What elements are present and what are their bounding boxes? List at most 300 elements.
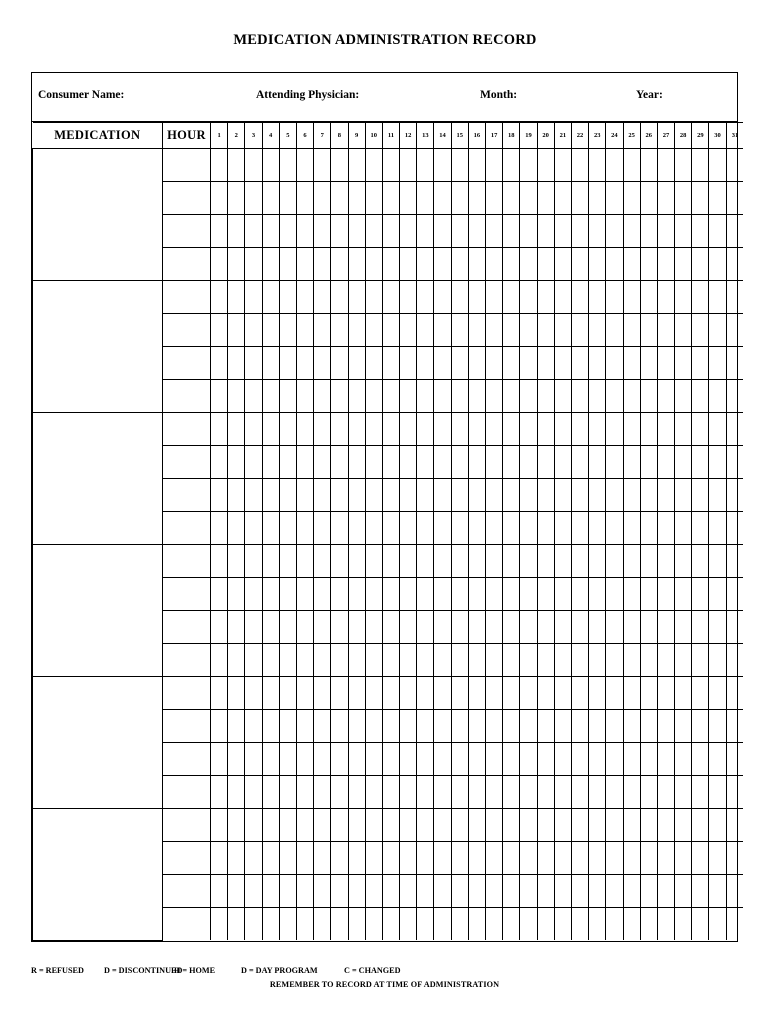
day-cell[interactable]: [382, 908, 399, 941]
day-cell[interactable]: [228, 182, 245, 215]
day-cell[interactable]: [640, 347, 657, 380]
day-cell[interactable]: [537, 842, 554, 875]
day-cell[interactable]: [331, 479, 348, 512]
day-cell[interactable]: [675, 545, 692, 578]
day-cell[interactable]: [262, 314, 279, 347]
day-cell[interactable]: [554, 281, 571, 314]
day-cell[interactable]: [434, 380, 451, 413]
day-cell[interactable]: [640, 512, 657, 545]
day-cell[interactable]: [692, 281, 709, 314]
day-cell[interactable]: [503, 149, 520, 182]
day-cell[interactable]: [692, 248, 709, 281]
day-cell[interactable]: [640, 743, 657, 776]
day-cell[interactable]: [365, 182, 382, 215]
day-cell[interactable]: [726, 149, 743, 182]
day-cell[interactable]: [486, 875, 503, 908]
day-cell[interactable]: [468, 611, 485, 644]
day-cell[interactable]: [623, 380, 640, 413]
day-cell[interactable]: [520, 743, 537, 776]
day-cell[interactable]: [348, 347, 365, 380]
day-cell[interactable]: [468, 446, 485, 479]
medication-name-cell[interactable]: [33, 281, 163, 413]
day-cell[interactable]: [365, 644, 382, 677]
day-cell[interactable]: [726, 677, 743, 710]
day-cell[interactable]: [623, 347, 640, 380]
day-cell[interactable]: [382, 347, 399, 380]
day-cell[interactable]: [640, 314, 657, 347]
day-cell[interactable]: [692, 347, 709, 380]
day-cell[interactable]: [537, 149, 554, 182]
day-cell[interactable]: [314, 611, 331, 644]
day-cell[interactable]: [606, 875, 623, 908]
day-cell[interactable]: [503, 479, 520, 512]
day-cell[interactable]: [606, 215, 623, 248]
day-cell[interactable]: [571, 776, 588, 809]
day-cell[interactable]: [709, 842, 726, 875]
day-cell[interactable]: [468, 479, 485, 512]
day-cell[interactable]: [262, 281, 279, 314]
day-cell[interactable]: [486, 908, 503, 941]
day-cell[interactable]: [417, 611, 434, 644]
day-cell[interactable]: [296, 611, 313, 644]
day-cell[interactable]: [726, 314, 743, 347]
day-cell[interactable]: [589, 314, 606, 347]
day-cell[interactable]: [571, 479, 588, 512]
day-cell[interactable]: [211, 512, 228, 545]
day-cell[interactable]: [434, 743, 451, 776]
day-cell[interactable]: [331, 380, 348, 413]
day-cell[interactable]: [348, 842, 365, 875]
day-cell[interactable]: [296, 743, 313, 776]
day-cell[interactable]: [640, 875, 657, 908]
day-cell[interactable]: [245, 347, 262, 380]
day-cell[interactable]: [296, 512, 313, 545]
day-cell[interactable]: [434, 875, 451, 908]
day-cell[interactable]: [640, 545, 657, 578]
day-cell[interactable]: [623, 578, 640, 611]
day-cell[interactable]: [640, 578, 657, 611]
day-cell[interactable]: [262, 743, 279, 776]
day-cell[interactable]: [348, 776, 365, 809]
day-cell[interactable]: [571, 149, 588, 182]
day-cell[interactable]: [348, 413, 365, 446]
day-cell[interactable]: [709, 248, 726, 281]
day-cell[interactable]: [640, 149, 657, 182]
day-cell[interactable]: [709, 182, 726, 215]
day-cell[interactable]: [451, 611, 468, 644]
day-cell[interactable]: [709, 545, 726, 578]
day-cell[interactable]: [279, 479, 296, 512]
day-cell[interactable]: [262, 842, 279, 875]
day-cell[interactable]: [675, 908, 692, 941]
day-cell[interactable]: [331, 446, 348, 479]
day-cell[interactable]: [365, 281, 382, 314]
day-cell[interactable]: [296, 248, 313, 281]
day-cell[interactable]: [692, 908, 709, 941]
day-cell[interactable]: [537, 512, 554, 545]
day-cell[interactable]: [675, 677, 692, 710]
day-cell[interactable]: [451, 875, 468, 908]
day-cell[interactable]: [296, 479, 313, 512]
day-cell[interactable]: [520, 479, 537, 512]
day-cell[interactable]: [400, 743, 417, 776]
day-cell[interactable]: [228, 842, 245, 875]
day-cell[interactable]: [417, 413, 434, 446]
day-cell[interactable]: [554, 545, 571, 578]
day-cell[interactable]: [726, 809, 743, 842]
day-cell[interactable]: [348, 215, 365, 248]
day-cell[interactable]: [503, 413, 520, 446]
day-cell[interactable]: [623, 710, 640, 743]
day-cell[interactable]: [279, 776, 296, 809]
day-cell[interactable]: [640, 710, 657, 743]
day-cell[interactable]: [675, 644, 692, 677]
day-cell[interactable]: [331, 182, 348, 215]
day-cell[interactable]: [589, 479, 606, 512]
day-cell[interactable]: [228, 446, 245, 479]
day-cell[interactable]: [279, 710, 296, 743]
day-cell[interactable]: [331, 809, 348, 842]
day-cell[interactable]: [211, 710, 228, 743]
day-cell[interactable]: [675, 215, 692, 248]
day-cell[interactable]: [692, 149, 709, 182]
day-cell[interactable]: [571, 809, 588, 842]
day-cell[interactable]: [279, 677, 296, 710]
day-cell[interactable]: [365, 710, 382, 743]
day-cell[interactable]: [228, 380, 245, 413]
day-cell[interactable]: [279, 644, 296, 677]
day-cell[interactable]: [296, 776, 313, 809]
day-cell[interactable]: [571, 710, 588, 743]
day-cell[interactable]: [486, 677, 503, 710]
day-cell[interactable]: [245, 809, 262, 842]
day-cell[interactable]: [296, 809, 313, 842]
day-cell[interactable]: [692, 809, 709, 842]
day-cell[interactable]: [451, 743, 468, 776]
day-cell[interactable]: [382, 809, 399, 842]
day-cell[interactable]: [382, 644, 399, 677]
day-cell[interactable]: [417, 644, 434, 677]
day-cell[interactable]: [400, 446, 417, 479]
day-cell[interactable]: [520, 842, 537, 875]
hour-cell[interactable]: [163, 479, 211, 512]
hour-cell[interactable]: [163, 182, 211, 215]
day-cell[interactable]: [709, 776, 726, 809]
day-cell[interactable]: [296, 380, 313, 413]
day-cell[interactable]: [296, 314, 313, 347]
day-cell[interactable]: [709, 743, 726, 776]
day-cell[interactable]: [537, 809, 554, 842]
day-cell[interactable]: [279, 380, 296, 413]
day-cell[interactable]: [657, 776, 674, 809]
day-cell[interactable]: [296, 446, 313, 479]
day-cell[interactable]: [382, 677, 399, 710]
day-cell[interactable]: [451, 677, 468, 710]
day-cell[interactable]: [606, 776, 623, 809]
day-cell[interactable]: [245, 776, 262, 809]
day-cell[interactable]: [314, 248, 331, 281]
day-cell[interactable]: [262, 347, 279, 380]
day-cell[interactable]: [675, 182, 692, 215]
day-cell[interactable]: [503, 710, 520, 743]
day-cell[interactable]: [657, 809, 674, 842]
day-cell[interactable]: [211, 446, 228, 479]
day-cell[interactable]: [675, 611, 692, 644]
day-cell[interactable]: [314, 281, 331, 314]
day-cell[interactable]: [709, 611, 726, 644]
day-cell[interactable]: [554, 743, 571, 776]
hour-cell[interactable]: [163, 347, 211, 380]
day-cell[interactable]: [262, 413, 279, 446]
day-cell[interactable]: [571, 743, 588, 776]
day-cell[interactable]: [228, 347, 245, 380]
day-cell[interactable]: [623, 908, 640, 941]
day-cell[interactable]: [331, 644, 348, 677]
day-cell[interactable]: [606, 578, 623, 611]
day-cell[interactable]: [365, 479, 382, 512]
day-cell[interactable]: [434, 644, 451, 677]
day-cell[interactable]: [468, 281, 485, 314]
day-cell[interactable]: [486, 281, 503, 314]
day-cell[interactable]: [382, 875, 399, 908]
day-cell[interactable]: [657, 215, 674, 248]
day-cell[interactable]: [486, 578, 503, 611]
day-cell[interactable]: [657, 875, 674, 908]
day-cell[interactable]: [520, 149, 537, 182]
day-cell[interactable]: [331, 512, 348, 545]
day-cell[interactable]: [606, 314, 623, 347]
day-cell[interactable]: [451, 413, 468, 446]
day-cell[interactable]: [228, 677, 245, 710]
day-cell[interactable]: [279, 149, 296, 182]
day-cell[interactable]: [245, 677, 262, 710]
day-cell[interactable]: [211, 413, 228, 446]
day-cell[interactable]: [520, 281, 537, 314]
day-cell[interactable]: [262, 182, 279, 215]
day-cell[interactable]: [657, 677, 674, 710]
day-cell[interactable]: [296, 149, 313, 182]
day-cell[interactable]: [554, 479, 571, 512]
day-cell[interactable]: [331, 314, 348, 347]
day-cell[interactable]: [228, 512, 245, 545]
day-cell[interactable]: [417, 875, 434, 908]
day-cell[interactable]: [640, 215, 657, 248]
day-cell[interactable]: [348, 809, 365, 842]
day-cell[interactable]: [726, 743, 743, 776]
day-cell[interactable]: [365, 413, 382, 446]
day-cell[interactable]: [503, 644, 520, 677]
day-cell[interactable]: [365, 875, 382, 908]
day-cell[interactable]: [589, 281, 606, 314]
day-cell[interactable]: [262, 380, 279, 413]
day-cell[interactable]: [726, 413, 743, 446]
day-cell[interactable]: [675, 347, 692, 380]
day-cell[interactable]: [245, 413, 262, 446]
day-cell[interactable]: [331, 710, 348, 743]
day-cell[interactable]: [486, 512, 503, 545]
day-cell[interactable]: [417, 314, 434, 347]
day-cell[interactable]: [296, 842, 313, 875]
day-cell[interactable]: [657, 710, 674, 743]
day-cell[interactable]: [623, 809, 640, 842]
day-cell[interactable]: [675, 314, 692, 347]
day-cell[interactable]: [623, 215, 640, 248]
day-cell[interactable]: [365, 248, 382, 281]
day-cell[interactable]: [692, 743, 709, 776]
day-cell[interactable]: [262, 149, 279, 182]
day-cell[interactable]: [692, 611, 709, 644]
day-cell[interactable]: [279, 314, 296, 347]
day-cell[interactable]: [468, 743, 485, 776]
day-cell[interactable]: [262, 809, 279, 842]
day-cell[interactable]: [417, 545, 434, 578]
day-cell[interactable]: [434, 677, 451, 710]
day-cell[interactable]: [623, 413, 640, 446]
day-cell[interactable]: [726, 479, 743, 512]
day-cell[interactable]: [537, 281, 554, 314]
day-cell[interactable]: [279, 182, 296, 215]
day-cell[interactable]: [675, 281, 692, 314]
day-cell[interactable]: [589, 743, 606, 776]
day-cell[interactable]: [623, 479, 640, 512]
day-cell[interactable]: [657, 479, 674, 512]
day-cell[interactable]: [348, 710, 365, 743]
day-cell[interactable]: [400, 413, 417, 446]
day-cell[interactable]: [348, 512, 365, 545]
hour-cell[interactable]: [163, 677, 211, 710]
day-cell[interactable]: [245, 380, 262, 413]
day-cell[interactable]: [262, 479, 279, 512]
day-cell[interactable]: [434, 215, 451, 248]
day-cell[interactable]: [279, 842, 296, 875]
day-cell[interactable]: [606, 677, 623, 710]
day-cell[interactable]: [228, 281, 245, 314]
day-cell[interactable]: [554, 776, 571, 809]
day-cell[interactable]: [331, 611, 348, 644]
day-cell[interactable]: [640, 479, 657, 512]
day-cell[interactable]: [520, 248, 537, 281]
day-cell[interactable]: [211, 380, 228, 413]
day-cell[interactable]: [314, 479, 331, 512]
day-cell[interactable]: [331, 908, 348, 941]
day-cell[interactable]: [245, 743, 262, 776]
hour-cell[interactable]: [163, 578, 211, 611]
day-cell[interactable]: [296, 578, 313, 611]
day-cell[interactable]: [365, 842, 382, 875]
day-cell[interactable]: [417, 380, 434, 413]
day-cell[interactable]: [331, 545, 348, 578]
hour-cell[interactable]: [163, 875, 211, 908]
day-cell[interactable]: [657, 512, 674, 545]
day-cell[interactable]: [382, 149, 399, 182]
day-cell[interactable]: [348, 182, 365, 215]
day-cell[interactable]: [589, 644, 606, 677]
day-cell[interactable]: [365, 149, 382, 182]
day-cell[interactable]: [451, 578, 468, 611]
day-cell[interactable]: [434, 479, 451, 512]
day-cell[interactable]: [589, 578, 606, 611]
day-cell[interactable]: [365, 677, 382, 710]
day-cell[interactable]: [434, 512, 451, 545]
day-cell[interactable]: [400, 875, 417, 908]
day-cell[interactable]: [709, 281, 726, 314]
day-cell[interactable]: [228, 776, 245, 809]
day-cell[interactable]: [228, 248, 245, 281]
day-cell[interactable]: [640, 776, 657, 809]
day-cell[interactable]: [503, 314, 520, 347]
day-cell[interactable]: [675, 710, 692, 743]
day-cell[interactable]: [675, 413, 692, 446]
day-cell[interactable]: [434, 710, 451, 743]
day-cell[interactable]: [417, 182, 434, 215]
day-cell[interactable]: [451, 479, 468, 512]
day-cell[interactable]: [640, 380, 657, 413]
day-cell[interactable]: [262, 446, 279, 479]
day-cell[interactable]: [726, 644, 743, 677]
day-cell[interactable]: [348, 875, 365, 908]
day-cell[interactable]: [709, 380, 726, 413]
day-cell[interactable]: [331, 215, 348, 248]
day-cell[interactable]: [331, 578, 348, 611]
day-cell[interactable]: [400, 908, 417, 941]
hour-cell[interactable]: [163, 776, 211, 809]
day-cell[interactable]: [571, 545, 588, 578]
day-cell[interactable]: [709, 149, 726, 182]
hour-cell[interactable]: [163, 446, 211, 479]
day-cell[interactable]: [589, 545, 606, 578]
day-cell[interactable]: [365, 380, 382, 413]
day-cell[interactable]: [417, 743, 434, 776]
day-cell[interactable]: [657, 611, 674, 644]
day-cell[interactable]: [365, 776, 382, 809]
day-cell[interactable]: [382, 413, 399, 446]
day-cell[interactable]: [211, 314, 228, 347]
day-cell[interactable]: [331, 347, 348, 380]
day-cell[interactable]: [314, 578, 331, 611]
day-cell[interactable]: [726, 875, 743, 908]
day-cell[interactable]: [245, 875, 262, 908]
day-cell[interactable]: [520, 611, 537, 644]
day-cell[interactable]: [451, 809, 468, 842]
day-cell[interactable]: [279, 215, 296, 248]
day-cell[interactable]: [400, 677, 417, 710]
day-cell[interactable]: [434, 248, 451, 281]
day-cell[interactable]: [657, 644, 674, 677]
day-cell[interactable]: [211, 545, 228, 578]
day-cell[interactable]: [382, 743, 399, 776]
day-cell[interactable]: [675, 743, 692, 776]
day-cell[interactable]: [726, 446, 743, 479]
day-cell[interactable]: [296, 215, 313, 248]
day-cell[interactable]: [382, 281, 399, 314]
day-cell[interactable]: [211, 809, 228, 842]
day-cell[interactable]: [675, 446, 692, 479]
day-cell[interactable]: [692, 380, 709, 413]
day-cell[interactable]: [348, 281, 365, 314]
day-cell[interactable]: [606, 182, 623, 215]
day-cell[interactable]: [520, 380, 537, 413]
day-cell[interactable]: [468, 182, 485, 215]
day-cell[interactable]: [486, 743, 503, 776]
day-cell[interactable]: [589, 512, 606, 545]
day-cell[interactable]: [245, 446, 262, 479]
day-cell[interactable]: [623, 743, 640, 776]
day-cell[interactable]: [537, 347, 554, 380]
day-cell[interactable]: [348, 611, 365, 644]
day-cell[interactable]: [296, 908, 313, 941]
day-cell[interactable]: [657, 578, 674, 611]
day-cell[interactable]: [554, 611, 571, 644]
